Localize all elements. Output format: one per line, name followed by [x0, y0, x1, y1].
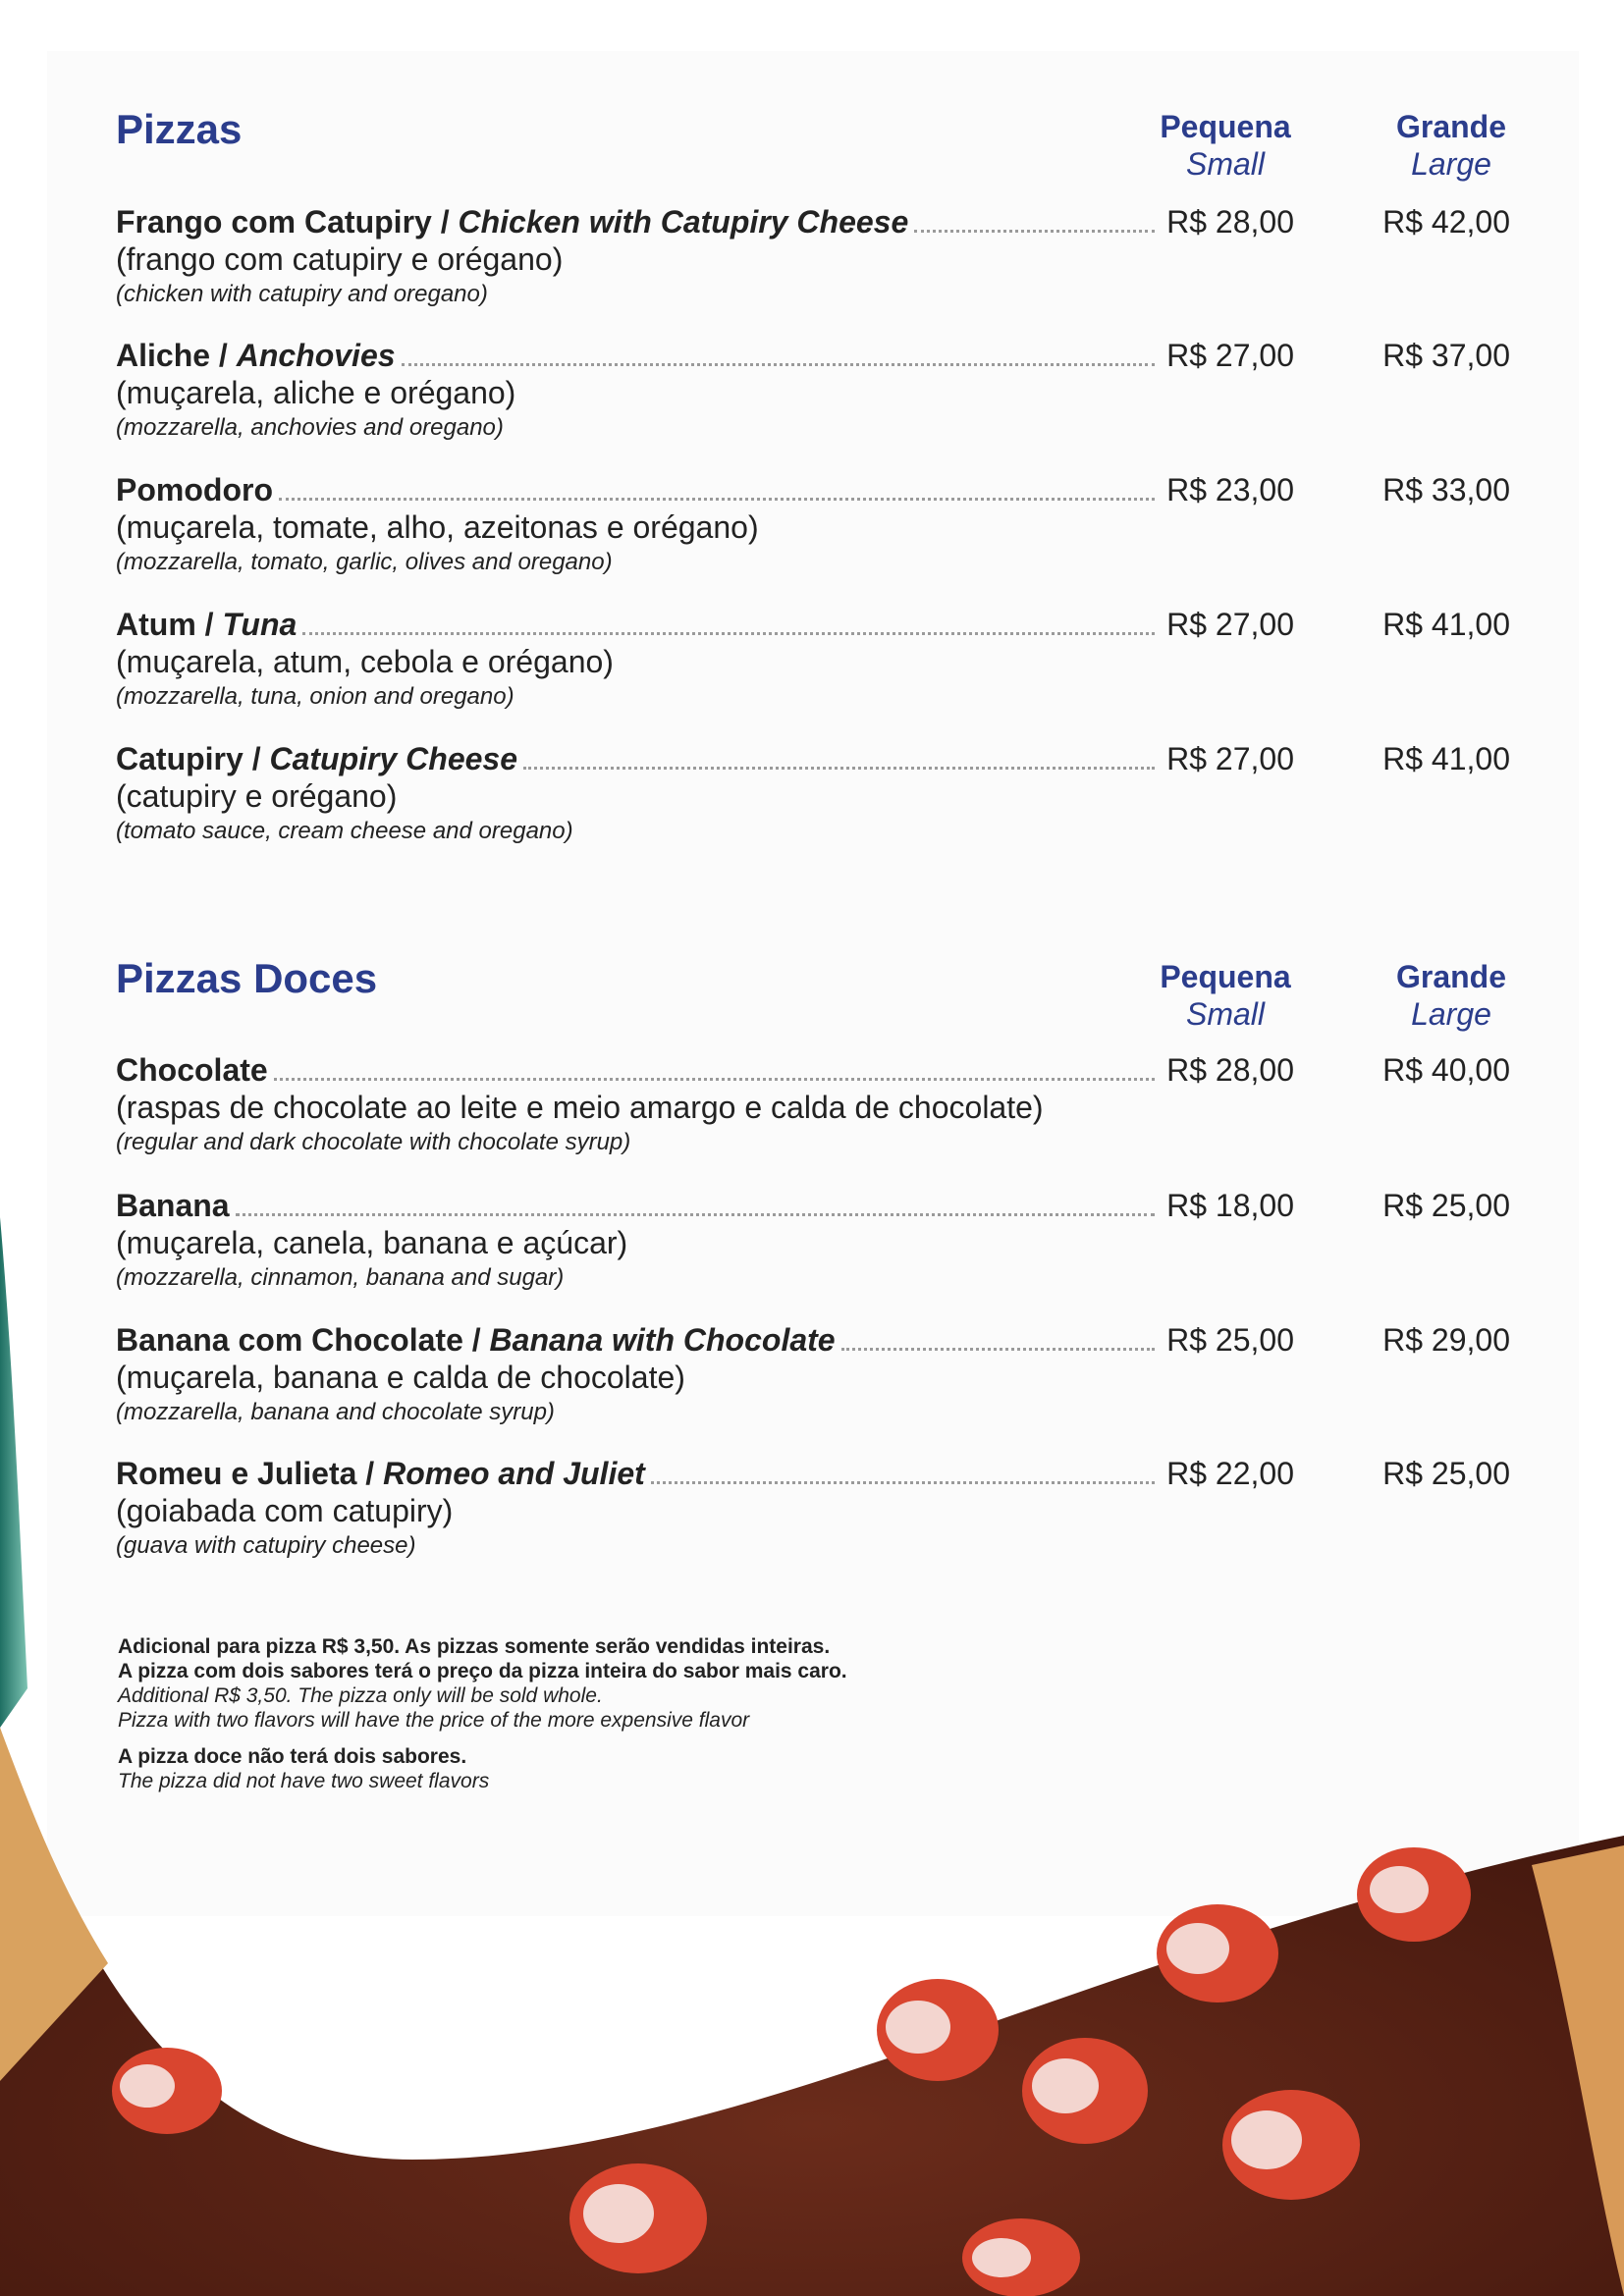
item-name-separator: / [243, 741, 270, 776]
note-sweet-pt: A pizza doce não terá dois sabores. [118, 1745, 467, 1768]
item-name-en: Banana with Chocolate [489, 1322, 836, 1358]
item-name-pt: Romeu e Julieta [116, 1456, 357, 1491]
column-small-en: Small [1185, 146, 1265, 182]
column-large-pt: Grande [1395, 959, 1507, 994]
item-name-en: Chicken with Catupiry Cheese [458, 204, 909, 240]
section-title-pizzas-doces: Pizzas Doces [116, 955, 378, 1001]
price-small: R$ 27,00 [1166, 338, 1294, 373]
item-name-en: Anchovies [236, 338, 396, 373]
item-name-pt: Pomodoro [116, 472, 273, 507]
column-small-pt: Pequena [1160, 109, 1291, 144]
menu-notes [118, 1634, 847, 1793]
dot-leader [274, 1078, 1155, 1081]
dot-leader [841, 1348, 1155, 1351]
item-description-en: (tomato sauce, cream cheese and oregano) [116, 818, 573, 844]
column-header-small [1127, 958, 1324, 1033]
item-description-pt: (frango com catupiry e orégano) [116, 241, 564, 277]
note-additional-en: Additional R$ 3,50. The pizza only will be sold whole. [118, 1684, 603, 1707]
item-name-en: Catupiry Cheese [269, 741, 517, 776]
teal-edge-strip [0, 1217, 27, 1728]
item-description-pt: (goiabada com catupiry) [116, 1493, 454, 1528]
item-name-separator: / [210, 338, 237, 373]
column-small-pt: Pequena [1160, 959, 1291, 994]
item-description-pt: (muçarela, canela, banana e açúcar) [116, 1225, 628, 1260]
dot-leader [523, 767, 1155, 770]
price-large: R$ 33,00 [1382, 472, 1510, 507]
price-large: R$ 25,00 [1382, 1188, 1510, 1223]
menu-item [116, 472, 1530, 590]
item-name-pt: Frango com Catupiry [116, 204, 432, 240]
menu-item [116, 1456, 1530, 1574]
item-name-pt: Catupiry [116, 741, 244, 776]
item-description-pt: (catupiry e orégano) [116, 778, 398, 814]
item-description-en: (chicken with catupiry and oregano) [116, 281, 488, 307]
item-description-pt: (muçarela, atum, cebola e orégano) [116, 644, 614, 679]
note-two-flavors-en: Pizza with two flavors will have the price of the more expensive flavor [118, 1709, 750, 1732]
menu-item [116, 1188, 1530, 1306]
price-small: R$ 27,00 [1166, 607, 1294, 642]
item-description-en: (guava with catupiry cheese) [116, 1532, 416, 1559]
menu-item [116, 338, 1530, 455]
item-name-pt: Aliche [116, 338, 211, 373]
column-header-small [1127, 108, 1324, 183]
column-small-en: Small [1185, 996, 1265, 1032]
item-name-separator: / [462, 1322, 490, 1358]
item-description-en: (mozzarella, anchovies and oregano) [116, 414, 504, 441]
column-header-large [1353, 108, 1549, 183]
note-two-flavors-pt: A pizza com dois sabores terá o preço da pizza inteira do sabor mais caro. [118, 1660, 847, 1682]
item-name-pt: Banana [116, 1188, 230, 1223]
price-small: R$ 28,00 [1166, 204, 1294, 240]
dot-leader [651, 1481, 1155, 1484]
item-name-pt: Banana com Chocolate [116, 1322, 463, 1358]
dot-leader [236, 1213, 1155, 1216]
note-sweet-en: The pizza did not have two sweet flavors [118, 1770, 490, 1792]
item-description-pt: (raspas de chocolate ao leite e meio amargo e calda de chocolate) [116, 1090, 1044, 1125]
chocolate-topping [0, 1728, 1624, 2296]
column-large-en: Large [1411, 146, 1491, 182]
price-small: R$ 27,00 [1166, 741, 1294, 776]
item-name-pt: Atum [116, 607, 196, 642]
price-small: R$ 22,00 [1166, 1456, 1294, 1491]
menu-item [116, 741, 1530, 859]
item-name-pt: Chocolate [116, 1052, 268, 1088]
menu-item [116, 1322, 1530, 1440]
item-description-en: (mozzarella, tuna, onion and oregano) [116, 683, 514, 710]
price-small: R$ 25,00 [1166, 1322, 1294, 1358]
menu-item [116, 607, 1530, 724]
note-additional-pt: Adicional para pizza R$ 3,50. As pizzas somente serão vendidas inteiras. [118, 1635, 831, 1658]
price-large: R$ 41,00 [1382, 741, 1510, 776]
column-large-pt: Grande [1395, 109, 1507, 144]
item-description-en: (regular and dark chocolate with chocolate syrup) [116, 1129, 631, 1155]
item-name-separator: / [431, 204, 459, 240]
dot-leader [279, 498, 1155, 501]
item-name-en: Tuna [222, 607, 298, 642]
dot-leader [302, 632, 1155, 635]
price-large: R$ 29,00 [1382, 1322, 1510, 1358]
item-description-en: (mozzarella, cinnamon, banana and sugar) [116, 1264, 565, 1291]
price-large: R$ 25,00 [1382, 1456, 1510, 1491]
price-large: R$ 42,00 [1382, 204, 1510, 240]
column-header-large [1353, 958, 1549, 1033]
price-large: R$ 41,00 [1382, 607, 1510, 642]
menu-item [116, 1052, 1530, 1170]
item-description-pt: (muçarela, banana e calda de chocolate) [116, 1360, 685, 1395]
price-large: R$ 37,00 [1382, 338, 1510, 373]
item-name-en: Romeo and Juliet [383, 1456, 645, 1491]
item-description-pt: (muçarela, aliche e orégano) [116, 375, 516, 410]
item-name-separator: / [356, 1456, 384, 1491]
dot-leader [402, 363, 1155, 366]
menu-item [116, 204, 1530, 322]
item-description-en: (mozzarella, banana and chocolate syrup) [116, 1399, 555, 1425]
item-description-en: (mozzarella, tomato, garlic, olives and oregano) [116, 549, 613, 575]
price-large: R$ 40,00 [1382, 1052, 1510, 1088]
section-title-pizzas: Pizzas [116, 106, 243, 152]
price-small: R$ 18,00 [1166, 1188, 1294, 1223]
price-small: R$ 23,00 [1166, 472, 1294, 507]
item-description-pt: (muçarela, tomate, alho, azeitonas e orégano) [116, 509, 759, 545]
price-small: R$ 28,00 [1166, 1052, 1294, 1088]
item-name-separator: / [195, 607, 223, 642]
column-large-en: Large [1411, 996, 1491, 1032]
